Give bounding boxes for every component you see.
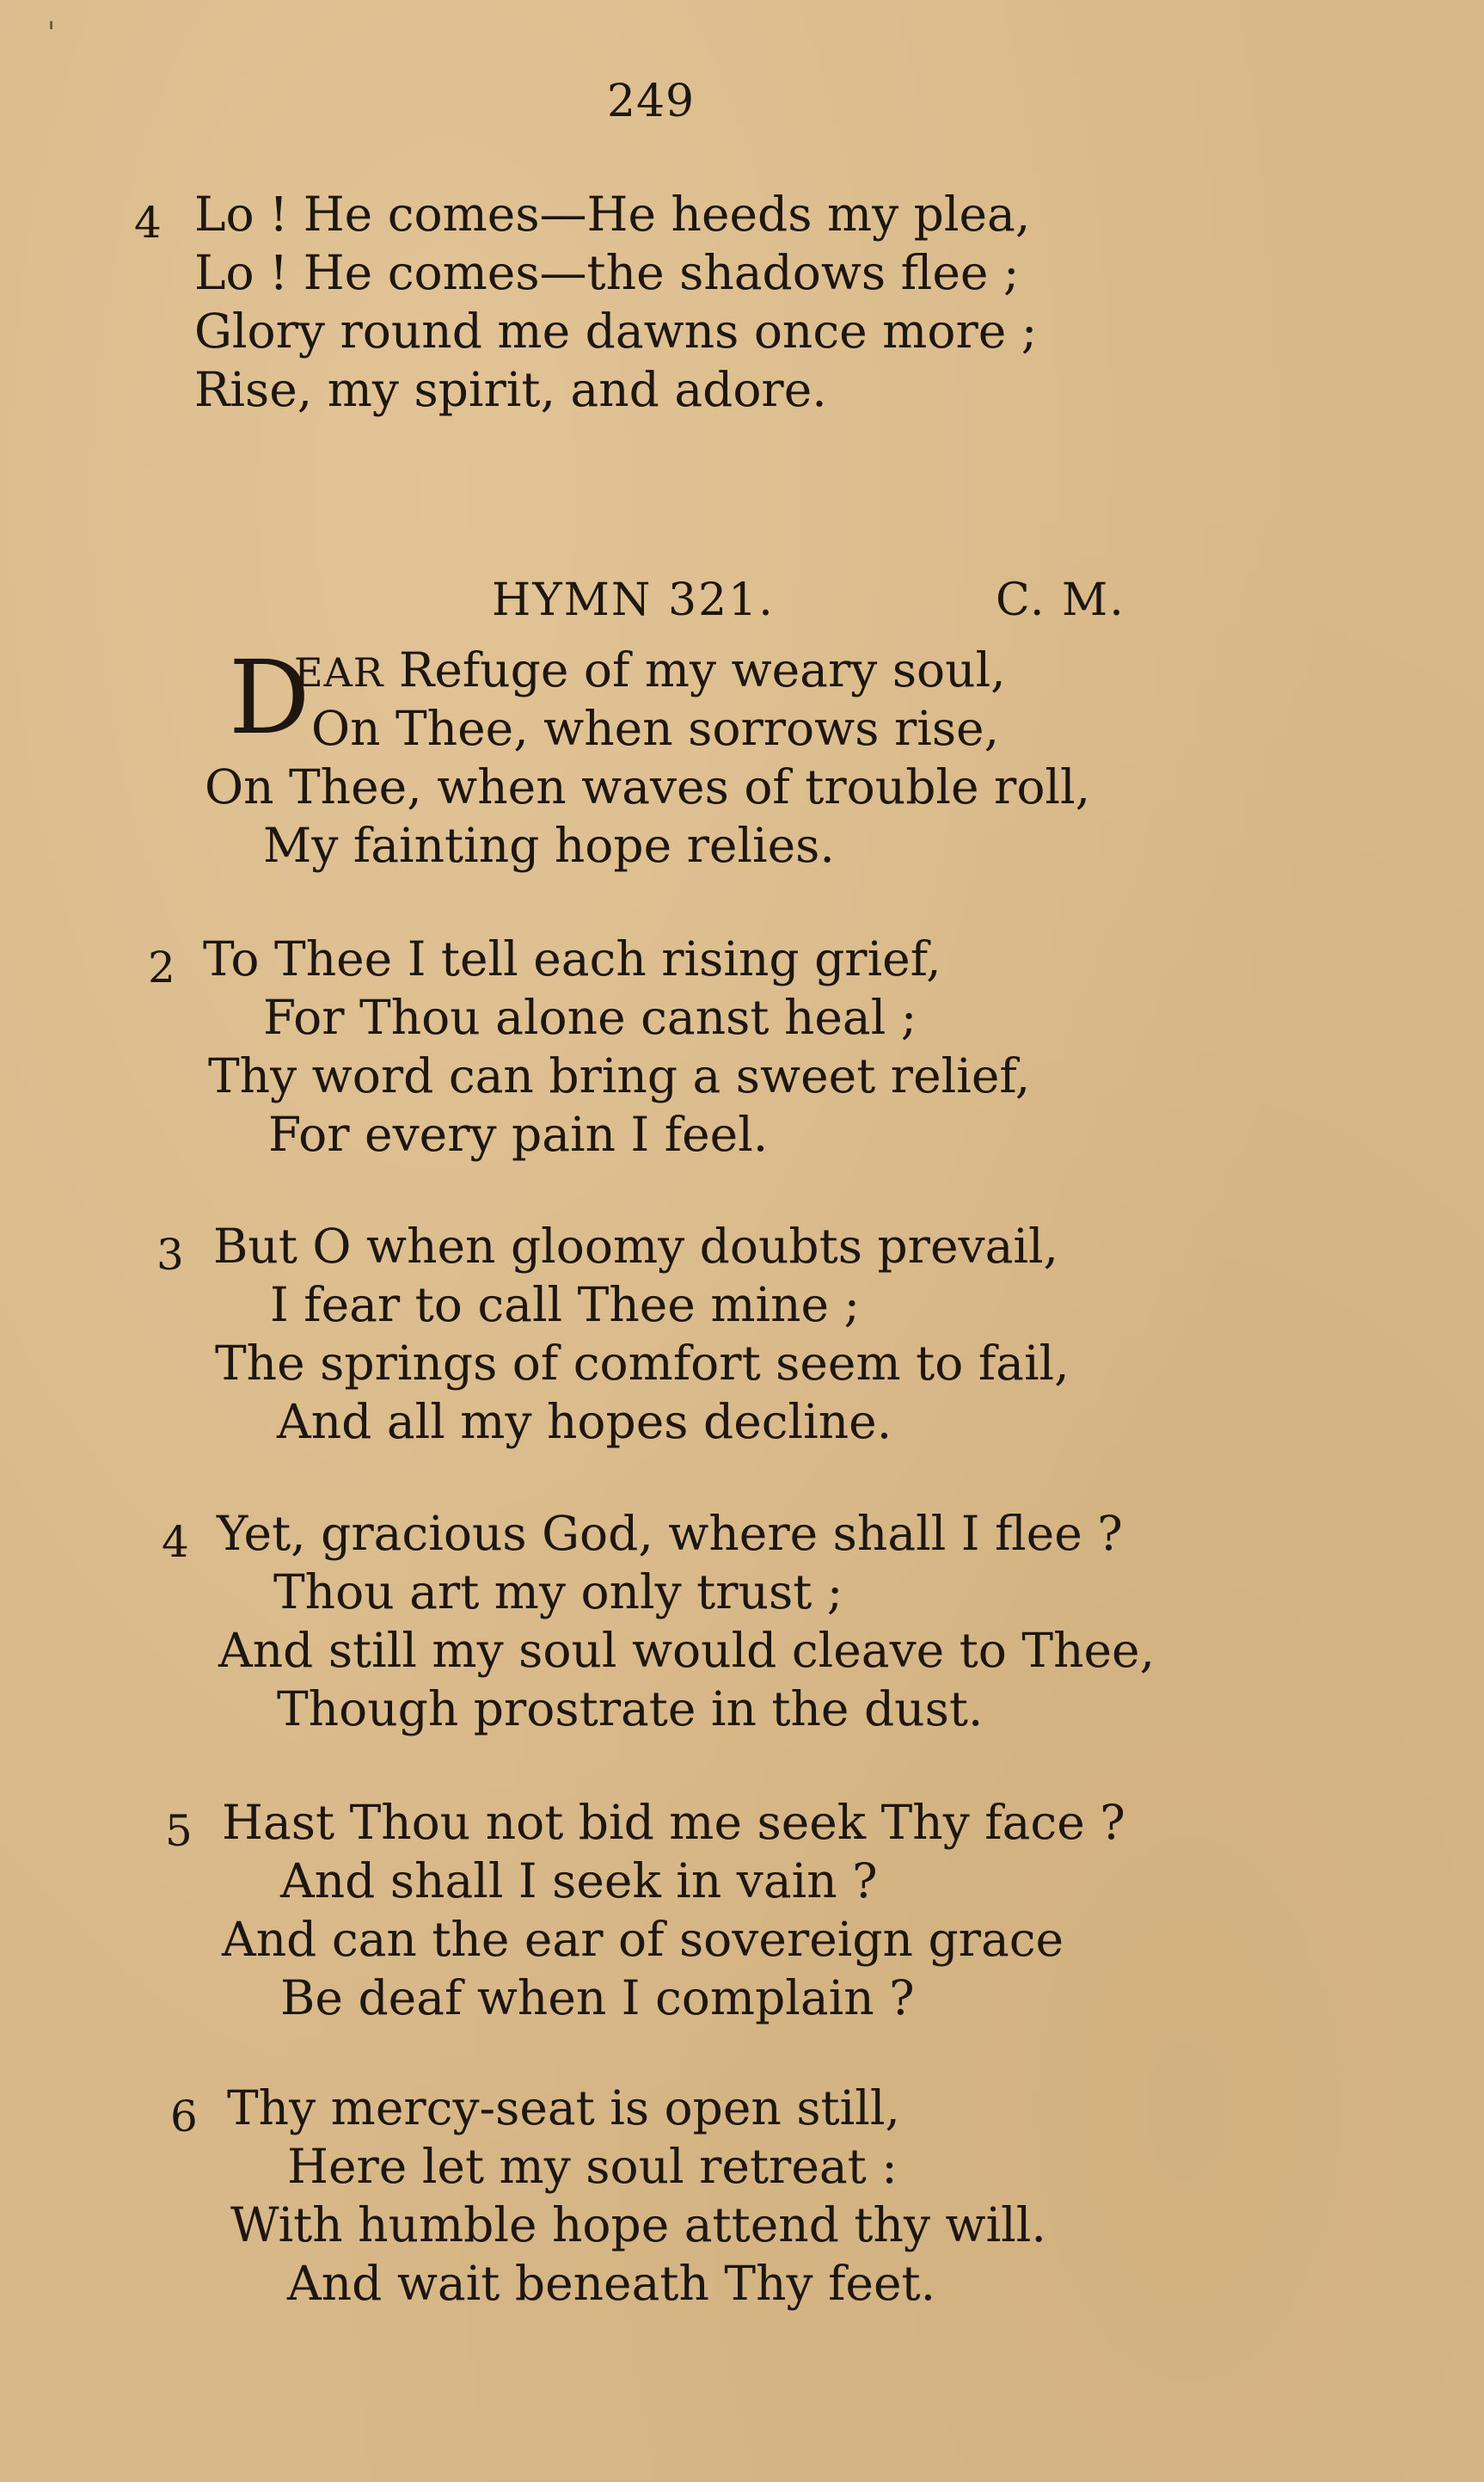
stanza-line: To Thee I tell each rising grief,: [203, 931, 941, 986]
stanza-line: Lo ! He comes—the shadows flee ;: [194, 245, 1020, 300]
hymn-meter: C. M.: [996, 574, 1125, 626]
stanza-line: [294, 642, 1006, 697]
stanza-line: Rise, my spirit, and adore.: [194, 362, 827, 417]
stanza-line: Be deaf when I complain ?: [280, 1970, 915, 2025]
stanza-line: Lo ! He comes—He heeds my plea,: [194, 187, 1031, 242]
stanza-line: On Thee, when sorrows rise,: [311, 701, 1000, 756]
stanza-line: Though prostrate in the dust.: [277, 1681, 984, 1736]
stanza-line: And shall I seek in vain ?: [280, 1853, 878, 1908]
stanza-line: Thy word can bring a sweet relief,: [208, 1048, 1031, 1103]
page-number: 249: [606, 76, 696, 127]
stanza-line: The springs of comfort seem to fail,: [215, 1336, 1070, 1391]
stanza-line: On Thee, when waves of trouble roll,: [205, 759, 1091, 814]
hymn-title: HYMN 321.: [492, 574, 775, 626]
stanza-line: And still my soul would cleave to Thee,: [218, 1623, 1156, 1678]
stanza-number: 4: [134, 198, 162, 248]
stanza-number: 6: [170, 2092, 198, 2141]
stanza-line: Yet, gracious God, where shall I flee ?: [217, 1506, 1123, 1561]
stanza-line: Thy mercy-seat is open still,: [227, 2080, 900, 2135]
stanza-line: For every pain I feel.: [268, 1107, 769, 1162]
stanza-number: 5: [165, 1806, 193, 1856]
stanza-line: I fear to call Thee mine ;: [270, 1277, 861, 1332]
stanza-line: But O when gloomy doubts prevail,: [213, 1219, 1059, 1274]
stanza-line: And can the ear of sovereign grace: [222, 1912, 1064, 1967]
drop-cap: D: [229, 638, 310, 757]
stanza-line: Thou art my only trust ;: [273, 1564, 843, 1619]
stanza-number: 3: [156, 1230, 184, 1280]
stanza-line: And all my hopes decline.: [277, 1394, 892, 1449]
stanza-number: 2: [148, 943, 175, 992]
stanza-line: For Thou alone canst heal ;: [263, 990, 917, 1045]
stanza-line: And wait beneath Thy feet.: [287, 2256, 936, 2311]
stanza-line: Hast Thou not bid me seek Thy face ?: [222, 1795, 1125, 1850]
margin-mark: ˈ: [46, 16, 56, 56]
stanza-line: My fainting hope relies.: [263, 818, 835, 873]
small-caps-word: EAR: [294, 649, 384, 696]
first-line-text: Refuge of my weary soul,: [383, 642, 1006, 697]
stanza-line: Here let my soul retreat :: [287, 2139, 898, 2194]
stanza-line: Glory round me dawns once more ;: [194, 304, 1038, 359]
stanza-line: With humble hope attend thy will.: [230, 2197, 1046, 2252]
stanza-number: 4: [162, 1517, 189, 1567]
